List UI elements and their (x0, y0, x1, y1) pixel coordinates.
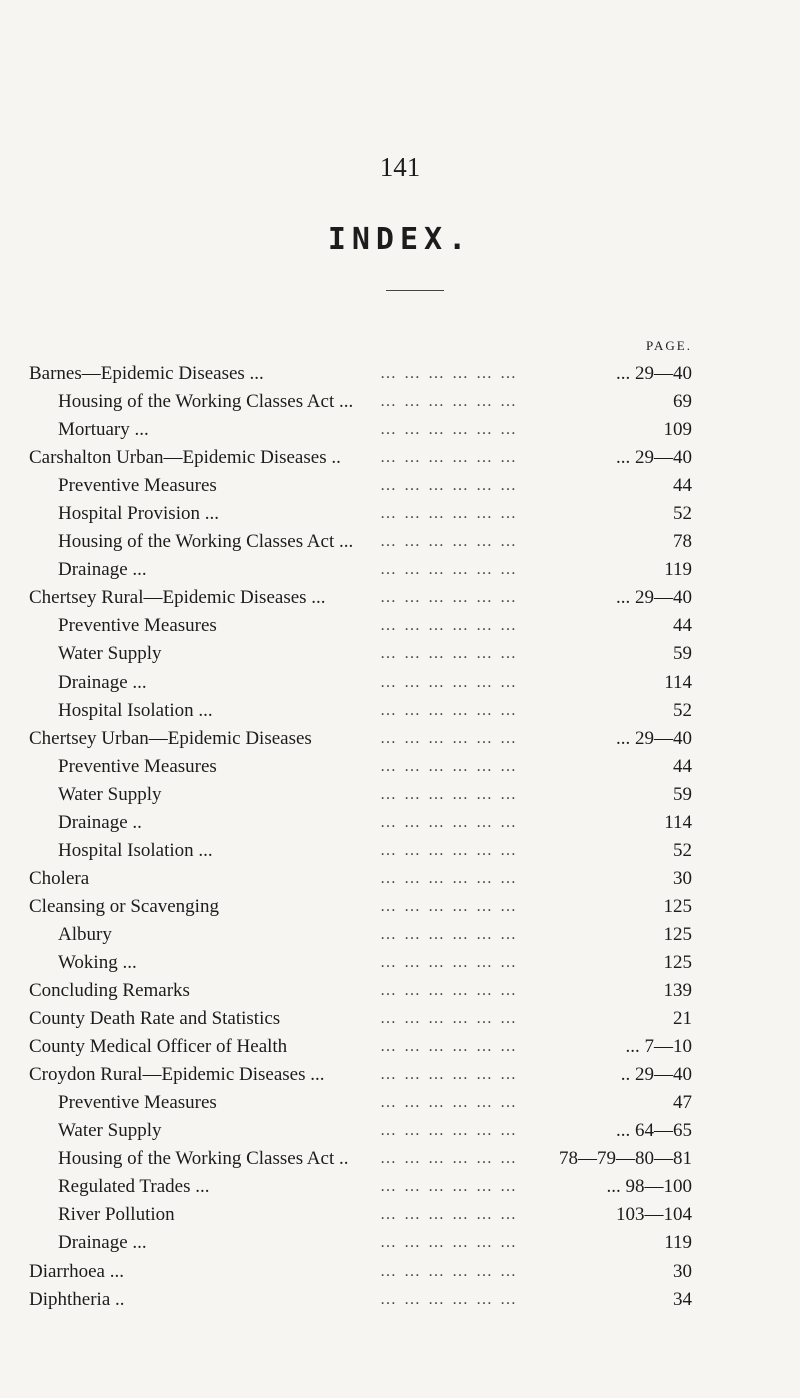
entry-label: Barnes—Epidemic Diseases ... (29, 363, 264, 384)
leader-dots: … … … … … … (380, 925, 518, 943)
leader-dots: … … … … … … (380, 757, 518, 775)
entry-label: Housing of the Working Classes Act .. (58, 1148, 349, 1170)
entry-page: 59 (673, 643, 692, 665)
entry-label: Drainage ... (58, 1232, 147, 1254)
entry-label: Croydon Rural—Epidemic Diseases ... (29, 1064, 325, 1086)
entry-label: Hospital Provision ... (58, 503, 219, 525)
index-entry (0, 556, 800, 584)
leader-dots: … … … … … … (380, 561, 518, 579)
leader-dots: … … … … … … (380, 393, 518, 411)
leader-dots: … … … … … … (380, 1066, 518, 1084)
leader-dots: … … … … … … (380, 1150, 518, 1168)
leader-dots: … … … … … … (380, 1094, 518, 1112)
entry-page: 52 (673, 699, 692, 721)
index-entry (0, 500, 800, 528)
entry-page: 125 (663, 951, 692, 973)
entry-page: .. 29—40 (620, 1064, 692, 1086)
entry-label: Preventive Measures (58, 1092, 217, 1114)
index-entry (0, 893, 800, 921)
leader-dots: … … … … … … (380, 449, 518, 467)
page-number: 141 (379, 152, 421, 182)
entry-page: 44 (673, 475, 692, 497)
leader-dots: … … … … … … (380, 533, 518, 551)
entry-page: 109 (663, 419, 692, 441)
leader-dots: … … … … … … (380, 729, 518, 747)
index-title: INDEX. (327, 222, 473, 257)
leader-dots: … … … … … … (380, 1010, 518, 1028)
leader-dots: … … … … … … (380, 589, 518, 607)
index-entry (0, 949, 800, 977)
index-entry (0, 1061, 800, 1089)
title-rule (386, 290, 444, 291)
entry-page: ... 29—40 (616, 587, 692, 609)
entry-label: Preventive Measures (58, 475, 217, 497)
entry-label: Cleansing or Scavenging (29, 895, 219, 917)
entry-label: Water Supply (58, 643, 162, 665)
entry-label: Chertsey Rural—Epidemic Diseases ... (29, 587, 326, 609)
leader-dots: … … … … … … (380, 841, 518, 859)
leader-dots: … … … … … … (380, 1038, 518, 1056)
index-entry (0, 388, 800, 416)
leader-dots: … … … … … … (380, 617, 518, 635)
leader-dots: … … … … … … (380, 1122, 518, 1140)
entry-page: 30 (673, 1260, 692, 1282)
entry-label: Hospital Isolation ... (58, 699, 213, 721)
entry-page: ... 29—40 (616, 447, 692, 469)
page-column-heading: PAGE. (645, 338, 692, 353)
entry-page: ... 7—10 (625, 1036, 692, 1058)
leader-dots: … … … … … … (380, 953, 518, 971)
entry-page: 52 (673, 503, 692, 525)
entry-page: 114 (664, 671, 692, 693)
entry-page: 44 (673, 755, 692, 777)
entry-label: River Pollution (58, 1204, 175, 1226)
entry-label: Housing of the Working Classes Act ... (58, 531, 354, 553)
entry-label: Cholera (29, 867, 90, 889)
entry-page: 139 (663, 980, 692, 1002)
index-entry (0, 1286, 800, 1314)
index-entry (0, 1005, 800, 1033)
entry-label: County Medical Officer of Health (29, 1036, 288, 1058)
index-entry (0, 444, 800, 472)
leader-dots: … … … … … … (380, 869, 518, 887)
leader-dots: … … … … … … (380, 813, 518, 831)
leader-dots: … … … … … … (380, 701, 518, 719)
leader-dots: … … … … … … (380, 1234, 518, 1252)
leader-dots: … … … … … … (380, 1262, 518, 1280)
entry-label: Diphtheria .. (29, 1288, 125, 1310)
index-entry (0, 612, 800, 640)
index-entry (0, 977, 800, 1005)
entry-page: 119 (664, 559, 692, 581)
index-entry (0, 1229, 800, 1257)
entry-page: 30 (673, 867, 692, 889)
entry-page: 103—104 (616, 1204, 692, 1226)
entry-label: Hospital Isolation ... (58, 839, 213, 861)
index-entry (0, 528, 800, 556)
index-entry (0, 725, 800, 753)
entry-page: 44 (673, 615, 692, 637)
index-entry (0, 809, 800, 837)
entry-label: Concluding Remarks (29, 980, 190, 1002)
entry-label: Drainage .. (58, 811, 142, 833)
index-entry (0, 669, 800, 697)
index-entry (0, 416, 800, 444)
entry-page: 52 (673, 839, 692, 861)
leader-dots: … … … … … … (380, 1206, 518, 1224)
entry-label: Water Supply (58, 783, 162, 805)
leader-dots: … … … … … … (380, 365, 518, 382)
entry-page: 78—79—80—81 (559, 1148, 692, 1170)
entry-page: 119 (664, 1232, 692, 1254)
entry-page: 47 (673, 1092, 692, 1114)
index-entry (0, 1258, 800, 1286)
entry-page: 34 (673, 1288, 692, 1310)
entry-label: Albury (58, 923, 112, 945)
index-entry (0, 837, 800, 865)
leader-dots: … … … … … … (380, 505, 518, 523)
index-entry (0, 697, 800, 725)
index-entry (0, 360, 800, 388)
leader-dots: … … … … … … (380, 785, 518, 803)
entry-label: Drainage ... (58, 671, 147, 693)
entry-page: ... 64—65 (616, 1120, 692, 1142)
entry-page: ... 98—100 (606, 1176, 692, 1198)
index-entry (0, 472, 800, 500)
entry-page: 125 (663, 895, 692, 917)
index-entry (0, 1117, 800, 1145)
entry-label: Housing of the Working Classes Act ... (58, 391, 354, 413)
entry-page: 125 (663, 923, 692, 945)
entry-label: County Death Rate and Statistics (29, 1008, 281, 1030)
entry-page: 69 (673, 391, 692, 413)
entry-label: Water Supply (58, 1120, 162, 1142)
index-entry (0, 1033, 800, 1061)
leader-dots: … … … … … … (380, 673, 518, 691)
index-entry (0, 865, 800, 893)
entry-page: 21 (673, 1008, 692, 1030)
index-entries (0, 360, 800, 1314)
entry-page: ... 29—40 (616, 363, 692, 384)
entry-page: 78 (673, 531, 692, 553)
entry-label: Preventive Measures (58, 615, 217, 637)
entry-label: Preventive Measures (58, 755, 217, 777)
entry-label: Woking ... (58, 951, 137, 973)
leader-dots: … … … … … … (380, 897, 518, 915)
entry-page: ... 29—40 (616, 727, 692, 749)
index-entry (0, 753, 800, 781)
entry-page: 114 (664, 811, 692, 833)
entry-label: Carshalton Urban—Epidemic Diseases .. (29, 447, 341, 469)
leader-dots: … … … … … … (380, 1290, 518, 1308)
index-entry (0, 781, 800, 809)
entry-label: Regulated Trades ... (58, 1176, 210, 1198)
index-entry (0, 1201, 800, 1229)
entry-page: 59 (673, 783, 692, 805)
entry-label: Diarrhoea ... (29, 1260, 124, 1282)
index-entry (0, 584, 800, 612)
leader-dots: … … … … … … (380, 1178, 518, 1196)
entry-label: Chertsey Urban—Epidemic Diseases (29, 727, 312, 749)
index-entry (0, 1145, 800, 1173)
index-entry (0, 640, 800, 668)
leader-dots: … … … … … … (380, 477, 518, 495)
index-entry (0, 921, 800, 949)
leader-dots: … … … … … … (380, 982, 518, 1000)
entry-label: Mortuary ... (58, 419, 149, 441)
index-entry (0, 1089, 800, 1117)
index-entry (0, 1173, 800, 1201)
entry-label: Drainage ... (58, 559, 147, 581)
leader-dots: … … … … … … (380, 421, 518, 439)
leader-dots: … … … … … … (380, 645, 518, 663)
